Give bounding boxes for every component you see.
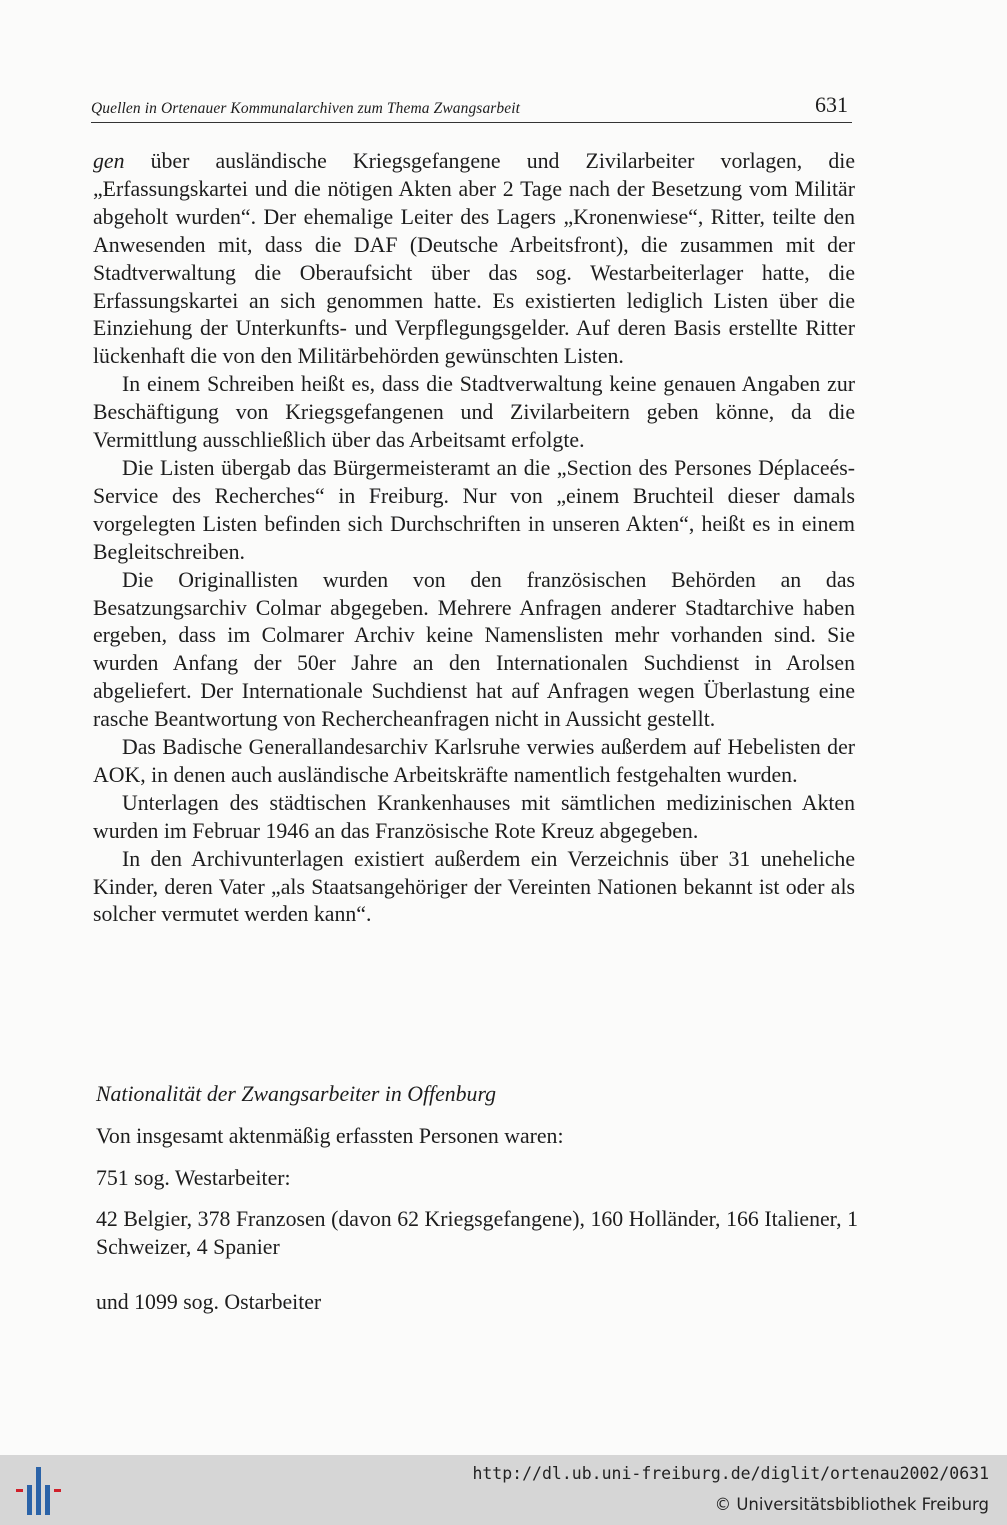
paragraph-1-text: über ausländische Kriegsgefangene und Zivilarbeiter vorlagen, die „Erfassungskartei und die nötigen Akten aber 2 Tage nach der Besetzung vom Militär abgeholt wurden“. Der ehemalige Leiter des Lagers „Kronenwiese“, Ritter, teilte den Anwesenden mit, dass die DAF (Deutsche Arbeitsfront), die zusammen mit der Stadtverwaltung die Oberaufsicht über das sog. Westarbeiterlager hatte, die Erfassungskartei an sich genommen hatte. Es existierten lediglich Listen über die Einziehung der Unterkunfts- und Verpflegungsgelder. Auf deren Basis erstellte Ritter lückenhaft die von den Militärbehörden gewünschten Listen. xyxy=(93,149,855,369)
paragraph-1 xyxy=(93,148,855,371)
paragraph-4: Die Originallisten wurden von den französischen Behörden an das Besatzungsarchiv Colmar abgegeben. Mehrere Anfragen anderer Stadtarchive haben ergeben, dass im Colmarer Archiv keine Namenslisten mehr vorhanden sind. Sie wurden Anfang der 50er Jahre an den Internationalen Suchdienst in Arolsen abgeliefert. Der Internationale Suchdienst hat auf Anfragen wegen Überlastung eine rasche Beantwortung von Rechercheanfragen nicht in Aussicht gestellt. xyxy=(93,567,855,732)
page-number: 631 xyxy=(815,92,848,117)
paragraph-5: Das Badische Generallandesarchiv Karlsruhe verwies außerdem auf Hebelisten der AOK, in denen auch ausländische Arbeitskräfte namentlich festgehalten wurden. xyxy=(93,735,855,787)
copyright-notice: © Universitätsbibliothek Freiburg xyxy=(714,1495,989,1514)
paragraph-6: Unterlagen des städtischen Krankenhauses mit sämtlichen medizinischen Akten wurden im Februar 1946 an das Französische Rote Kreuz abgegeben. xyxy=(93,790,855,843)
section-nationalities: 42 Belgier, 378 Franzosen (davon 62 Kriegsgefangene), 160 Holländer, 166 Italiener, 1 Schweizer, 4 Spanier xyxy=(96,1207,858,1259)
section-ostarbeiter: und 1099 sog. Ostarbeiter xyxy=(96,1290,322,1314)
running-title: Quellen in Ortenauer Kommunalarchiven zum Thema Zwangsarbeit xyxy=(91,100,521,117)
body-text xyxy=(93,148,855,929)
paragraph-3: Die Listen übergab das Bürgermeisteramt an die „Section des Persones Déplaceés-Service des Recherches“ in Freiburg. Nur von „einem Bruchteil dieser damals vorgelegten Listen befinden sich Durchschriften in unseren Akten“, heißt es in einem Begleitschreiben. xyxy=(93,455,855,564)
section-westarbeiter: 751 sog. Westarbeiter: xyxy=(96,1166,291,1190)
running-header xyxy=(91,92,852,123)
paragraph-2: In einem Schreiben heißt es, dass die Stadtverwaltung keine genauen Angaben zur Beschäftigung von Kriegsgefangenen und Zivilarbeitern geben könne, da die Vermittlung ausschließlich über das Arbeitsamt erfolgte. xyxy=(93,372,855,453)
footer-bar xyxy=(0,1455,1007,1525)
paragraph-1-italic: gen xyxy=(93,149,125,173)
section-heading: Nationalität der Zwangsarbeiter in Offenburg xyxy=(96,1082,497,1106)
source-url-link[interactable]: http://dl.ub.uni-freiburg.de/diglit/ortenau2002/0631 xyxy=(472,1464,989,1483)
paragraph-7: In den Archivunterlagen existiert außerdem ein Verzeichnis über 31 uneheliche Kinder, deren Vater „als Staatsangehöriger der Vereinten Nationen bekannt ist oder als solcher vermutet werden kann“. xyxy=(93,846,855,927)
ub-freiburg-logo-icon xyxy=(14,1465,64,1517)
section-intro: Von insgesamt aktenmäßig erfassten Personen waren: xyxy=(96,1124,564,1148)
